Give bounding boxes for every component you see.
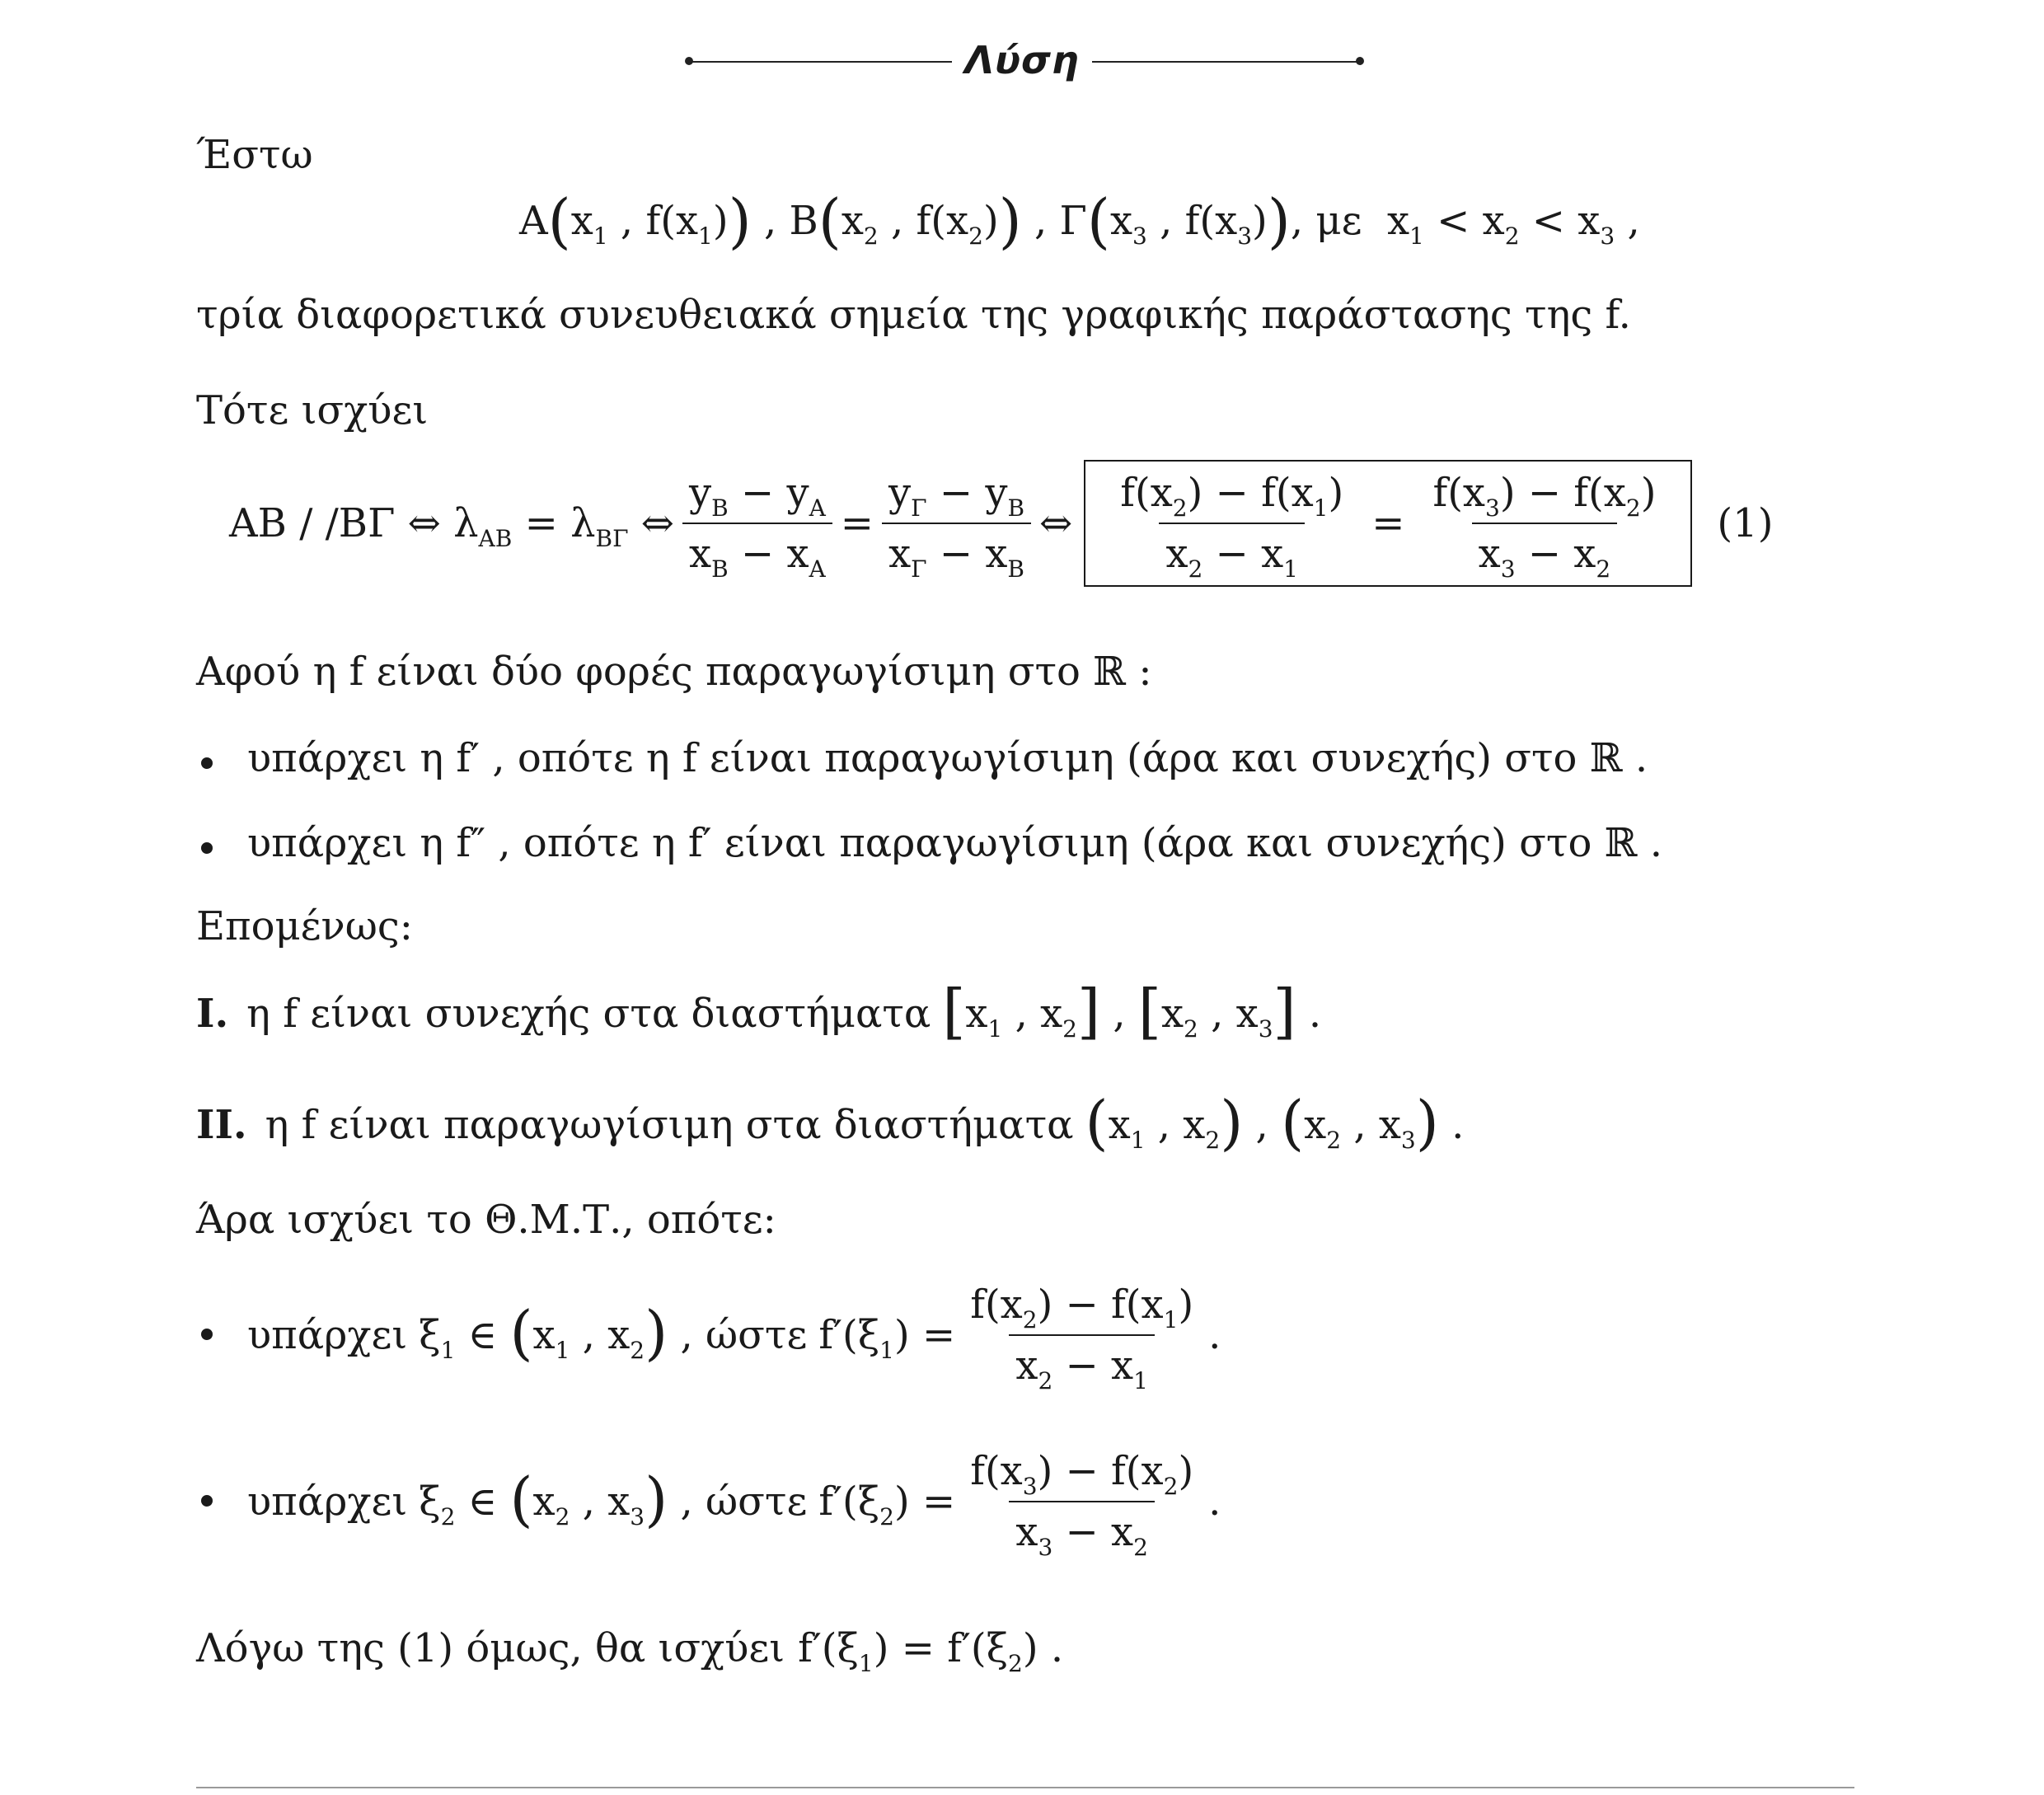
period: . — [1208, 1312, 1221, 1358]
point-label-b: B — [789, 198, 818, 244]
item-i-text: η f είναι συνεχής στα διαστήματα — [246, 991, 931, 1037]
order: $x_1 < x_2 < x_3$ , — [1386, 198, 1640, 250]
difference-quotient-1: $\frac{f(x_2) - f(x_1)}{x_2 - x_1}$ — [1120, 470, 1344, 583]
header-dot-right — [1356, 57, 1364, 65]
bullet — [201, 757, 213, 769]
bullet-2-text: υπάρχει η f″ , οπότε η f′ είναι παραγωγίσιμη (άρα και συνεχής) στο ℝ . — [247, 820, 1663, 866]
coord: $x_1$ , $f(x_1)$ — [570, 198, 729, 250]
conclusion-text: Λόγω της (1) όμως, θα ισχύει — [196, 1625, 785, 1671]
intervals-open: ($x_1$ , $x_2$) , ($x_2$ , $x_3$) . — [1085, 1088, 1465, 1157]
bullet — [201, 842, 213, 854]
coord: $x_3$ , $f(x_3)$ — [1109, 198, 1268, 250]
mvt-xi1 — [247, 1269, 1221, 1401]
iff: ⇔ — [1039, 500, 1073, 546]
such-that-word: ώστε — [706, 1312, 808, 1358]
slope-ab-fraction: $\frac{y_B - y_A}{x_B - x_A}$ — [682, 468, 832, 579]
such-that-word: ώστε — [706, 1479, 808, 1525]
section-title: Λύση — [964, 38, 1080, 82]
exists-word: υπάρχει — [247, 1312, 408, 1358]
item-i-label: I. — [196, 991, 229, 1037]
conclusion-formula: $f'(\xi_1) = f'(\xi_2)$ . — [798, 1625, 1064, 1677]
with-word: με — [1315, 198, 1362, 244]
mvt-fraction-2: $\frac{f(x_3) - f(x_2)}{x_3 - x_2}$ — [970, 1448, 1194, 1561]
therefore-text: Επομένως: — [196, 903, 413, 949]
bullet — [201, 1329, 213, 1340]
item-i — [196, 977, 1322, 1047]
item-ii-label: II. — [196, 1102, 247, 1148]
item-ii — [196, 1088, 1465, 1158]
boxed-equation — [1084, 460, 1692, 587]
header-rule-left — [688, 61, 952, 63]
coord: $x_2$ , $f(x_2)$ — [841, 198, 999, 250]
equation-label: (1) — [1717, 500, 1774, 546]
bullet-1-text: υπάρχει η f′ , οπότε η f είναι παραγωγίσιμη (άρα και συνεχής) στο ℝ . — [247, 735, 1648, 781]
point-label-a: A — [519, 198, 548, 244]
mvt-fraction-1: $\frac{f(x_2) - f(x_1)}{x_2 - x_1}$ — [970, 1282, 1194, 1394]
equals: = — [1371, 500, 1405, 546]
mvt-text: Άρα ισχύει το Θ.Μ.Τ., οπότε: — [196, 1197, 776, 1243]
footer-rule — [196, 1787, 1854, 1788]
section-header — [688, 31, 1364, 89]
collinearity-equation — [229, 453, 1773, 593]
derivative-xi2: $f'(\xi_2)$ = — [818, 1479, 956, 1530]
header-rule-right — [1092, 61, 1360, 63]
three-points-text: τρία διαφορετικά συνευθειακά σημεία της γραφικής παράστασης της f. — [196, 292, 1631, 338]
points-formula: A ( $x_1$ , $f(x_1)$ ) , B ( $x_2$ , $f(x_2)$ ) , Γ ( $x_3$ , $f(x_3)$ ) , με $x_1 < x_2 < x_3$ , — [519, 186, 1640, 255]
exists-word: υπάρχει — [247, 1479, 408, 1525]
bullet — [201, 1495, 213, 1507]
xi2-interval: $\xi_2$ ∈ ($x_2$ , $x_3$) , — [419, 1465, 706, 1534]
difference-quotient-2: $\frac{f(x_3) - f(x_2)}{x_3 - x_2}$ — [1432, 470, 1657, 583]
header-dot-left — [685, 57, 693, 65]
sep: , — [751, 198, 790, 244]
mvt-xi2 — [247, 1436, 1221, 1568]
lhs: AB / /BΓ ⇔ $\lambda_{AB} = \lambda_{B\Gamma}$ ⇔ — [229, 500, 674, 552]
sep: , — [1290, 198, 1316, 244]
intro-word: Έστω — [196, 132, 313, 178]
then-text: Τότε ισχύει — [196, 387, 429, 434]
item-ii-text: η f είναι παραγωγίσιμη στα διαστήματα — [265, 1102, 1074, 1148]
equals: = — [840, 500, 874, 546]
derivative-xi1: $f'(\xi_1)$ = — [818, 1312, 956, 1364]
point-label-g: Γ — [1059, 198, 1087, 244]
conclusion — [196, 1615, 1063, 1681]
period: . — [1208, 1479, 1221, 1525]
xi1-interval: $\xi_1$ ∈ ($x_1$ , $x_2$) , — [419, 1298, 706, 1367]
sep: , — [1021, 198, 1060, 244]
since-text: Αφού η f είναι δύο φορές παραγωγίσιμη στο ℝ : — [196, 649, 1152, 695]
intervals-closed: [$x_1$ , $x_2$] , [$x_2$ , $x_3$] . — [942, 977, 1322, 1046]
slope-bg-fraction: $\frac{y_\Gamma - y_B}{x_\Gamma - x_B}$ — [882, 468, 1031, 579]
